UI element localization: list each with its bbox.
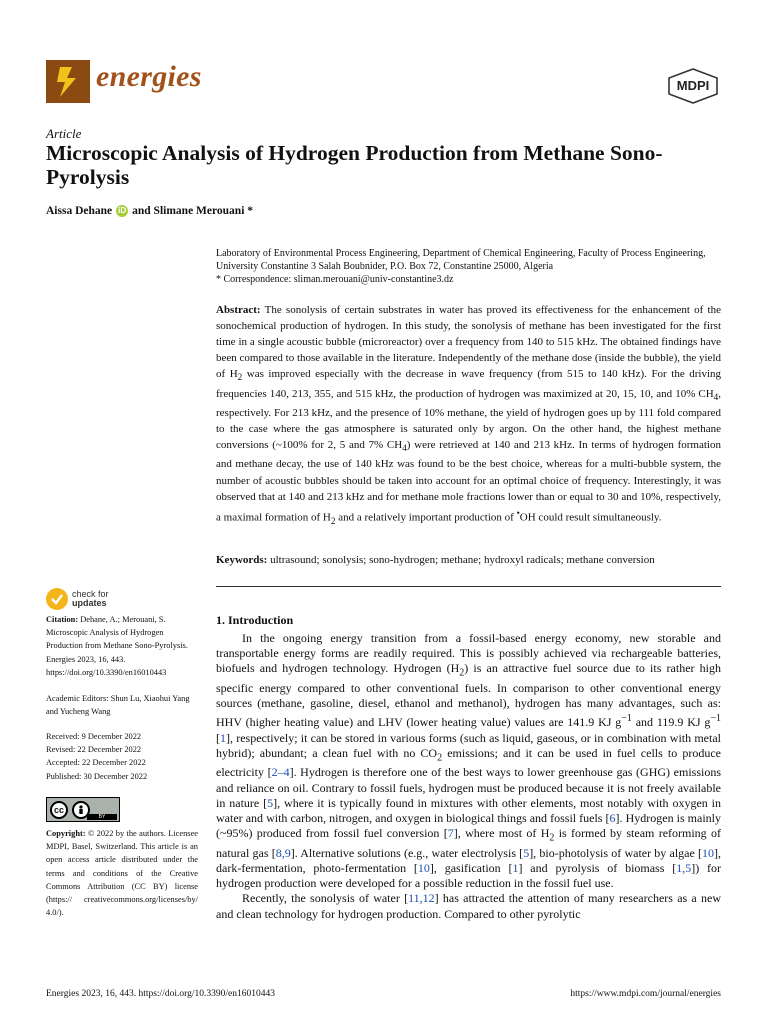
article-title: Microscopic Analysis of Hydrogen Production from Methane Sono-Pyrolysis [46, 141, 663, 189]
citation-block [46, 613, 198, 679]
intro-paragraph: Recently, the sonolysis of water [11,12] has attracted the attention of many researchers as a new and clean technology for hydrogen production. Compared to other pyrolytic [216, 891, 721, 921]
accepted-date: Accepted: 22 December 2022 [46, 758, 146, 768]
editors: Shun Lu, Xiaohui Yang and Yucheng Wang [46, 694, 190, 717]
author-2[interactable]: and Slimane Merouani * [132, 205, 254, 217]
copyright-text: © 2022 by the authors. Licensee MDPI, Basel, Switzerland. This article is an open access article distributed under the terms and conditions of the Creative Commons Attribution (CC BY) license (https:// creativecommons.org/licenses/by/ 4.0/). [46, 829, 198, 918]
article-type: Article [46, 126, 82, 141]
footer-citation: Energies 2023, 16, 443. https://doi.org/10.3390/en16010443 [46, 989, 275, 999]
citation-text: Dehane, A.; Merouani, S. Microscopic Analysis of Hydrogen Production from Methane Sono-Pyrolysis. Energies 2023, 16, 443. https://doi.org/10.3390/en16010443 [46, 615, 188, 677]
lightning-bolt-icon [46, 60, 90, 103]
journal-logo [46, 60, 90, 103]
revised-date: Revised: 22 December 2022 [46, 745, 142, 755]
editors-block [46, 692, 198, 718]
intro-paragraph: In the ongoing energy transition from a fossil-based energy economy, new storable and transportable energy forms are readily required. This is possibly achieved via rechargeable batteries, biofuels and hydrogen technology. Hydrogen $(H_2)$ is an attractive fuel source due to its rather high specific energy compared to other conventional fuels. In comparison to other conventional energy sources (methane, gasoline, diesel, ethanol and methanol), hydrogen has many advantages, such as: HHV (higher heating value) and LHV (lower heating value) values are 141.9 KJ $g^{-1}$ and 119.9 KJ $g^{-1}$ [1], respectively; it can be stored in various forms (such as liquid, gaseous, or in combination with metal hybrid); abundant; a clean fuel with no $CO_2$ emissions; and it can be used in fuel cells to produce electricity [2–4]. Hydrogen is therefore one of the best ways to lower greenhouse gas (GHG) emissions and reliance on oil. Contrary to fossil fuels, hydrogen must be produced because it is not freely available in nature [5], where it is typically found in mixtures with other elements, most notably with oxygen in water and with carbon, nitrogen, and oxygen in biological things and fossil fuels [6]. Hydrogen is mainly (~95%) produced from fossil fuel conversion [7], where most of $H_2$ is formed by steam reforming of natural gas [8,9]. Alternative solutions (e.g., water electrolysis [5], bio-photolysis of water by algae [10], dark-fermentation, photo-fermentation [10], gasification [1] and pyrolysis of biomass [1,5]) for hydrogen production were developed for a possible reduction in the fossil fuel use. [216, 631, 722, 891]
published-date: Published: 30 December 2022 [46, 771, 148, 781]
svg-text:MDPI: MDPI [676, 78, 710, 93]
abstract: Abstract: The sonolysis of certain substrates in water has proved its effectiveness for the enhancement of the sonochemical production of hydrogen. In this study, the sonolysis of methane has been investigated for the first time in a single acoustic bubble (microreactor) over a frequency from 140 to 515 kHz. The obtained findings have been compared to those available in the literature. Independently of the methane dose (inside the bubble), the yield of $H_2$ was improved especially with the decrease in wave frequency (from 515 to 140 kHz). For the driving frequencies 140, 213, 355, and 515 kHz, the production of hydrogen was maximized at 20, 15, 10, and 10% $CH_4$, respectively. For 213 kHz, and the presence of 10% methane, the yield of hydrogen goes up by 111 fold compared to the case where the gas atmosphere is saturated only by argon. On the other hand, the highest methane conversions (~100% for 2, 5 and 7% $CH_4$) were retrieved at 140 and 213 kHz. In terms of hydrogen formation and methane decay, the use of 140 kHz was found to be the best choice, whereas for a multi-bubble system, the number of acoustic bubbles should be taken into account for an optimal choice of frequency. Interestingly, it was observed that at 140 and 213 kHz and for methane mole fractions lower than or equal to 30 and 10%, respectively, a maximal formation of $H_2$ and a relatively important production of •OH could result simultaneously. [216, 304, 722, 526]
check-for-updates-button[interactable] [46, 588, 109, 610]
footer-journal-link[interactable]: https://www.mdpi.com/journal/energies [570, 989, 721, 999]
dates-block [46, 730, 198, 783]
journal-name: energies [96, 60, 202, 93]
correspondence: * Correspondence: sliman.merouani@univ-constantine3.dz [216, 274, 454, 285]
introduction-body [216, 631, 721, 922]
abstract-label: Abstract: [216, 304, 261, 316]
affiliation-block [216, 247, 721, 286]
authors [46, 205, 253, 217]
keywords-list: ultrasound; sonolysis; sono-hydrogen; methane; hydroxyl radicals; methane conversion [270, 554, 655, 566]
orcid-icon[interactable]: iD [118, 206, 127, 215]
citation-label: Citation: [46, 615, 79, 624]
cc-icon: cc [50, 801, 68, 819]
received-date: Received: 9 December 2022 [46, 732, 142, 741]
check-updates-icon [46, 588, 68, 610]
divider [216, 586, 721, 587]
author-1[interactable]: Aissa Dehane [46, 205, 113, 217]
keywords [216, 553, 721, 568]
editors-label: Academic Editors: [46, 694, 109, 703]
copyright-label: Copyright: [46, 829, 86, 838]
keywords-label: Keywords: [216, 554, 268, 566]
mdpi-logo [667, 68, 719, 104]
check-updates-line2: updates [72, 598, 107, 608]
cc-by-label: BY [87, 814, 117, 820]
affiliation: Laboratory of Environmental Process Engineering, Department of Chemical Engineering, Faculty of Process Engineering, University Constantine 3 Salah Boubnider, P.O. Box 72, Constantine 25000, Algeria [216, 248, 706, 272]
cc-license-badge[interactable] [46, 797, 120, 822]
section-heading: 1. Introduction [216, 613, 294, 627]
copyright-block [46, 827, 198, 919]
check-updates-line1: check for [72, 589, 109, 599]
